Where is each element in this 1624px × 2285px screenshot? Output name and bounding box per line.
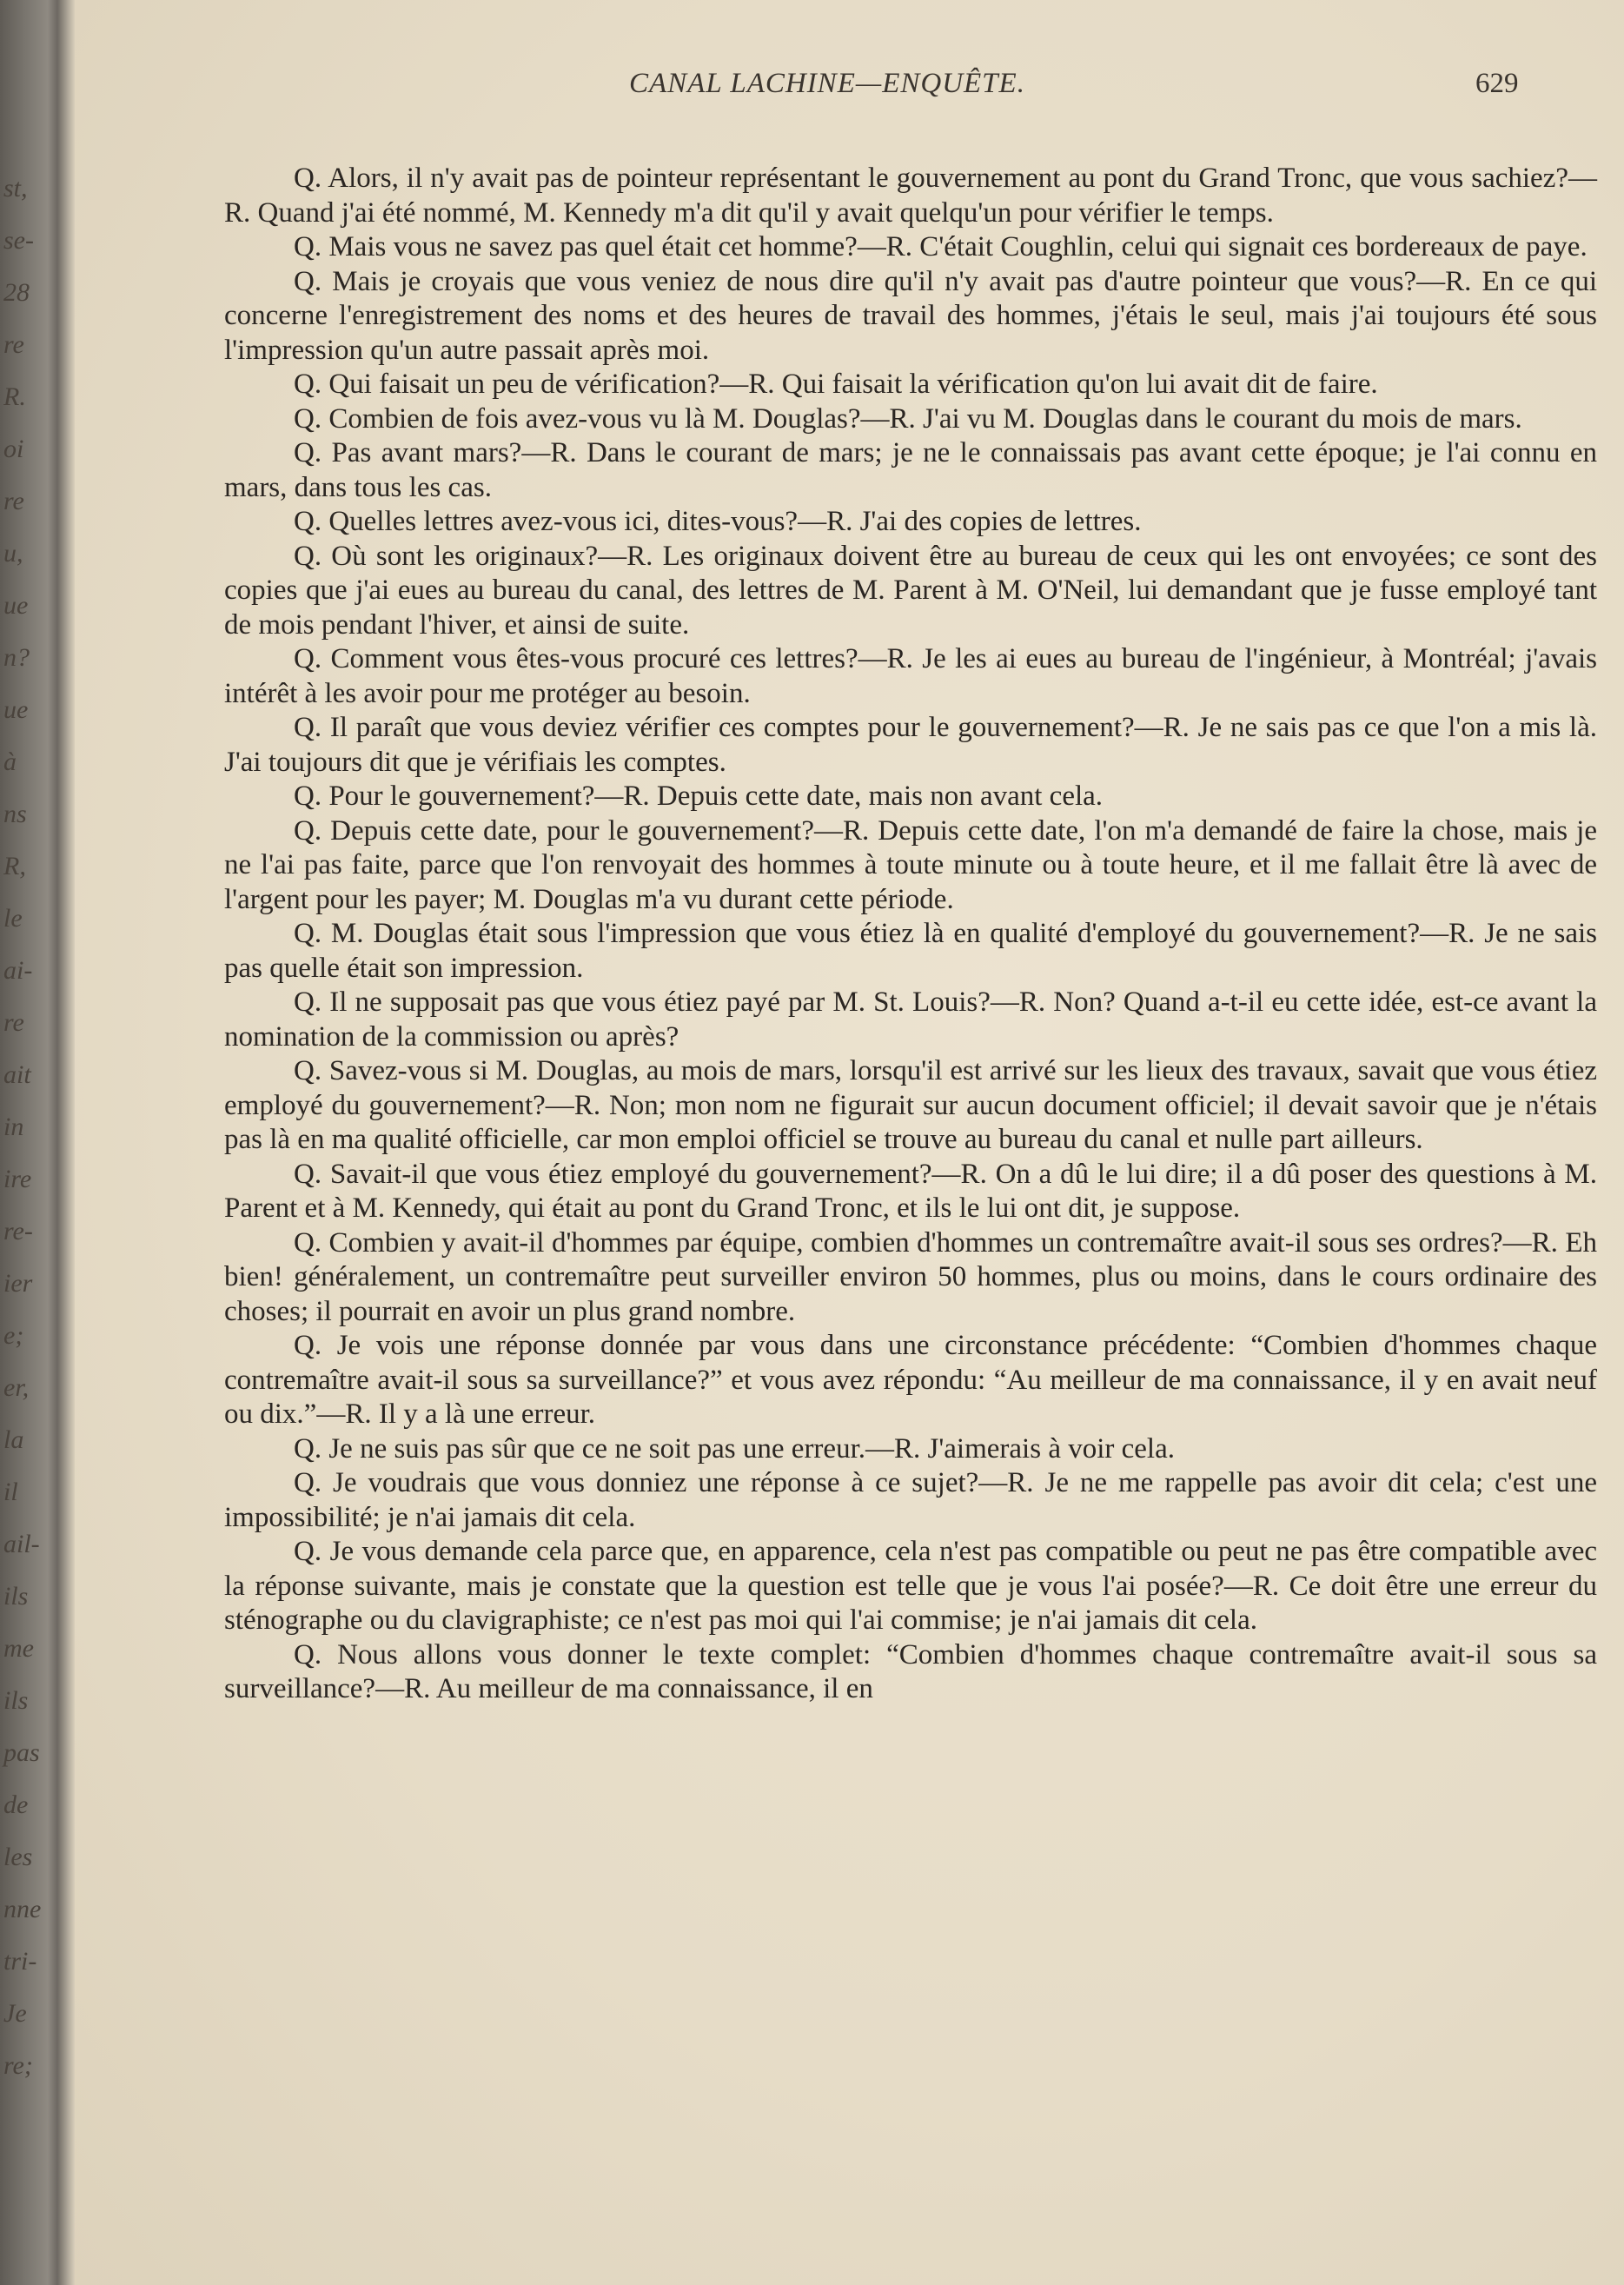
margin-fragment: à bbox=[3, 747, 17, 776]
paragraph: Q. Alors, il n'y avait pas de pointeur représentant le gouvernement au pont du Grand Tronc, que vous sachiez?—R. Quand j'ai été nommé, M. Kennedy m'a dit qu'il y avait quelqu'un pour vérifier le temps. bbox=[224, 163, 1597, 229]
paragraph: Q. Je ne suis pas sûr que ce ne soit pas une erreur.—R. J'aimerais à voir cela. bbox=[294, 1432, 1175, 1465]
margin-fragment: ait bbox=[3, 1060, 31, 1089]
margin-fragment: 28 bbox=[3, 278, 30, 307]
margin-fragment: re; bbox=[3, 2051, 33, 2080]
paragraph: Q. Mais vous ne savez pas quel était cet homme?—R. C'était Coughlin, celui qui signait ces bordereaux de paye. bbox=[294, 231, 1588, 262]
book-page bbox=[75, 0, 1624, 2285]
margin-fragment: re bbox=[3, 1008, 24, 1037]
margin-fragment: ail- bbox=[3, 1530, 40, 1558]
paragraph: Q. Nous allons vous donner le texte complet: “Combien d'hommes chaque contremaître avait-il sous sa surveillance?—R. Au meilleur de ma connaissance, il en bbox=[224, 1638, 1597, 1704]
paragraph: Q. Savait-il que vous étiez employé du gouvernement?—R. On a dû le lui dire; il a dû poser des questions à M. Parent et à M. Kennedy, qui était au pont du Grand Tronc, et ils le lui ont dit, je suppose. bbox=[224, 1158, 1597, 1224]
margin-fragment: il bbox=[3, 1478, 18, 1506]
margin-fragment: u, bbox=[3, 539, 23, 568]
paragraph: Q. Savez-vous si M. Douglas, au mois de mars, lorsqu'il est arrivé sur les lieux des travaux, savait que vous étiez employé du gouvernement?—R. Non; mon nom ne figurait sur aucun document officiel; il devait savoir que je n'étais pas là en ma qualité officielle, car mon emploi officiel se trouve au bureau du canal et nulle part ailleurs. bbox=[224, 1055, 1597, 1155]
margin-fragment: st, bbox=[3, 174, 28, 203]
margin-fragment: ai- bbox=[3, 956, 33, 985]
margin-fragment: re bbox=[3, 487, 24, 515]
paragraph: Q. Qui faisait un peu de vérification?—R. Qui faisait la vérification qu'on lui avait dit de faire. bbox=[294, 369, 1378, 400]
margin-fragment: se- bbox=[3, 226, 34, 255]
margin-fragment: ue bbox=[3, 695, 29, 724]
paragraph: Q. Pas avant mars?—R. Dans le courant de mars; je ne le connaissais pas avant cette époque; je l'ai connu en mars, dans tous les cas. bbox=[224, 437, 1597, 503]
paragraph: Q. Comment vous êtes-vous procuré ces lettres?—R. Je les ai eues au bureau de l'ingénieur, à Montréal; j'avais intérêt à les avoir pour me protéger au besoin. bbox=[224, 643, 1597, 709]
margin-fragment: le bbox=[3, 904, 23, 933]
margin-fragment: me bbox=[3, 1634, 34, 1663]
paragraph: Q. Quelles lettres avez-vous ici, dites-vous?—R. J'ai des copies de lettres. bbox=[294, 506, 1142, 537]
margin-fragment: in bbox=[3, 1113, 24, 1141]
paragraph: Q. Où sont les originaux?—R. Les originaux doivent être au bureau de ceux qui les ont envoyées; ce sont des copies que j'ai eues au bureau du canal, des lettres de M. Parent à M. O'Neil, lui demandant que je fusse employé tant de mois pendant l'hiver, et ainsi de suite. bbox=[224, 540, 1597, 641]
margin-fragment: la bbox=[3, 1425, 24, 1454]
margin-fragment: ue bbox=[3, 591, 29, 620]
margin-fragment: R, bbox=[3, 852, 26, 880]
margin-fragment: pas bbox=[3, 1738, 40, 1767]
margin-fragment: les bbox=[3, 1843, 33, 1871]
paragraph: Q. Combien y avait-il d'hommes par équipe, combien d'hommes un contremaître avait-il sous ses ordres?—R. Eh bien! généralement, un contremaître peut surveiller environ 50 hommes, plus ou moins, dans le cours ordinaire des choses; il pourrait en avoir un plus grand nombre. bbox=[224, 1226, 1597, 1327]
paragraph: Q. Je voudrais que vous donniez une réponse à ce sujet?—R. Je ne me rappelle pas avoir dit cela; c'est une impossibilité; je n'ai jamais dit cela. bbox=[224, 1467, 1597, 1533]
margin-fragment: de bbox=[3, 1790, 29, 1819]
margin-fragment: ire bbox=[3, 1165, 32, 1193]
paragraph: Q. Combien de fois avez-vous vu là M. Douglas?—R. J'ai vu M. Douglas dans le courant du mois de mars. bbox=[294, 402, 1522, 435]
margin-fragment: tri- bbox=[3, 1947, 37, 1976]
margin-fragment: er, bbox=[3, 1373, 30, 1402]
margin-fragment: ns bbox=[3, 800, 27, 828]
paragraph: Q. Je vois une réponse donnée par vous dans une circonstance précédente: “Combien d'hommes chaque contremaître avait-il sous sa surveillance?” et vous avez répondu: “Au meilleur de ma connaissance, il y en avait neuf ou dix.”—R. Il y a là une erreur. bbox=[224, 1330, 1597, 1430]
paragraph: Q. Je vous demande cela parce que, en apparence, cela n'est pas compatible ou peut ne pas être compatible avec la réponse suivante, mais je constate que la question est telle que je vous l'ai posée?—R. Ce doit être une erreur du sténographe ou du clavigraphiste; ce n'est pas moi qui l'ai commise; je n'ai jamais dit cela. bbox=[224, 1536, 1597, 1636]
paragraph: Q. Mais je croyais que vous veniez de nous dire qu'il n'y avait pas d'autre pointeur que vous?—R. En ce qui concerne l'enregistrement des noms et des heures de travail des hommes, j'étais le seul, mais j'ai toujours été sous l'impression qu'un autre passait après moi. bbox=[224, 265, 1597, 366]
page-number: 629 bbox=[1475, 68, 1519, 99]
margin-fragment: ils bbox=[3, 1582, 29, 1611]
margin-fragment: ier bbox=[3, 1269, 33, 1298]
page-header bbox=[75, 68, 1624, 111]
paragraph: Q. M. Douglas était sous l'impression que vous étiez là en qualité d'employé du gouvernement?—R. Je ne sais pas quelle était son impression. bbox=[224, 918, 1597, 984]
margin-fragment: n? bbox=[3, 643, 30, 672]
margin-fragment: re- bbox=[3, 1217, 33, 1245]
margin-fragment: nne bbox=[3, 1895, 42, 1923]
margin-fragment: oi bbox=[3, 435, 24, 463]
margin-fragment: re bbox=[3, 330, 24, 359]
paragraph: Q. Il paraît que vous deviez vérifier ces comptes pour le gouvernement?—R. Je ne sais pas ce que l'on a mis là. J'ai toujours dit que je vérifiais les comptes. bbox=[224, 712, 1597, 778]
margin-fragment: R. bbox=[3, 382, 26, 411]
paragraph: Q. Pour le gouvernement?—R. Depuis cette date, mais non avant cela. bbox=[294, 780, 1104, 812]
paragraph: Q. Il ne supposait pas que vous étiez payé par M. St. Louis?—R. Non? Quand a-t-il eu cette idée, est-ce avant la nomination de la commission ou après? bbox=[224, 986, 1597, 1053]
margin-fragment: Je bbox=[3, 1999, 27, 2028]
running-title: CANAL LACHINE—ENQUÊTE. bbox=[629, 68, 1025, 99]
margin-fragment: ils bbox=[3, 1686, 29, 1715]
body-text bbox=[224, 162, 1597, 1707]
paragraph: Q. Depuis cette date, pour le gouvernement?—R. Depuis cette date, l'on m'a demandé de faire la chose, mais je ne l'ai pas faite, parce que l'on renvoyait des hommes à toute minute ou à toute heure, et il me fallait être là avec de l'argent pour les payer; M. Douglas m'a vu durant cette période. bbox=[224, 814, 1597, 915]
margin-fragment: e; bbox=[3, 1321, 24, 1350]
